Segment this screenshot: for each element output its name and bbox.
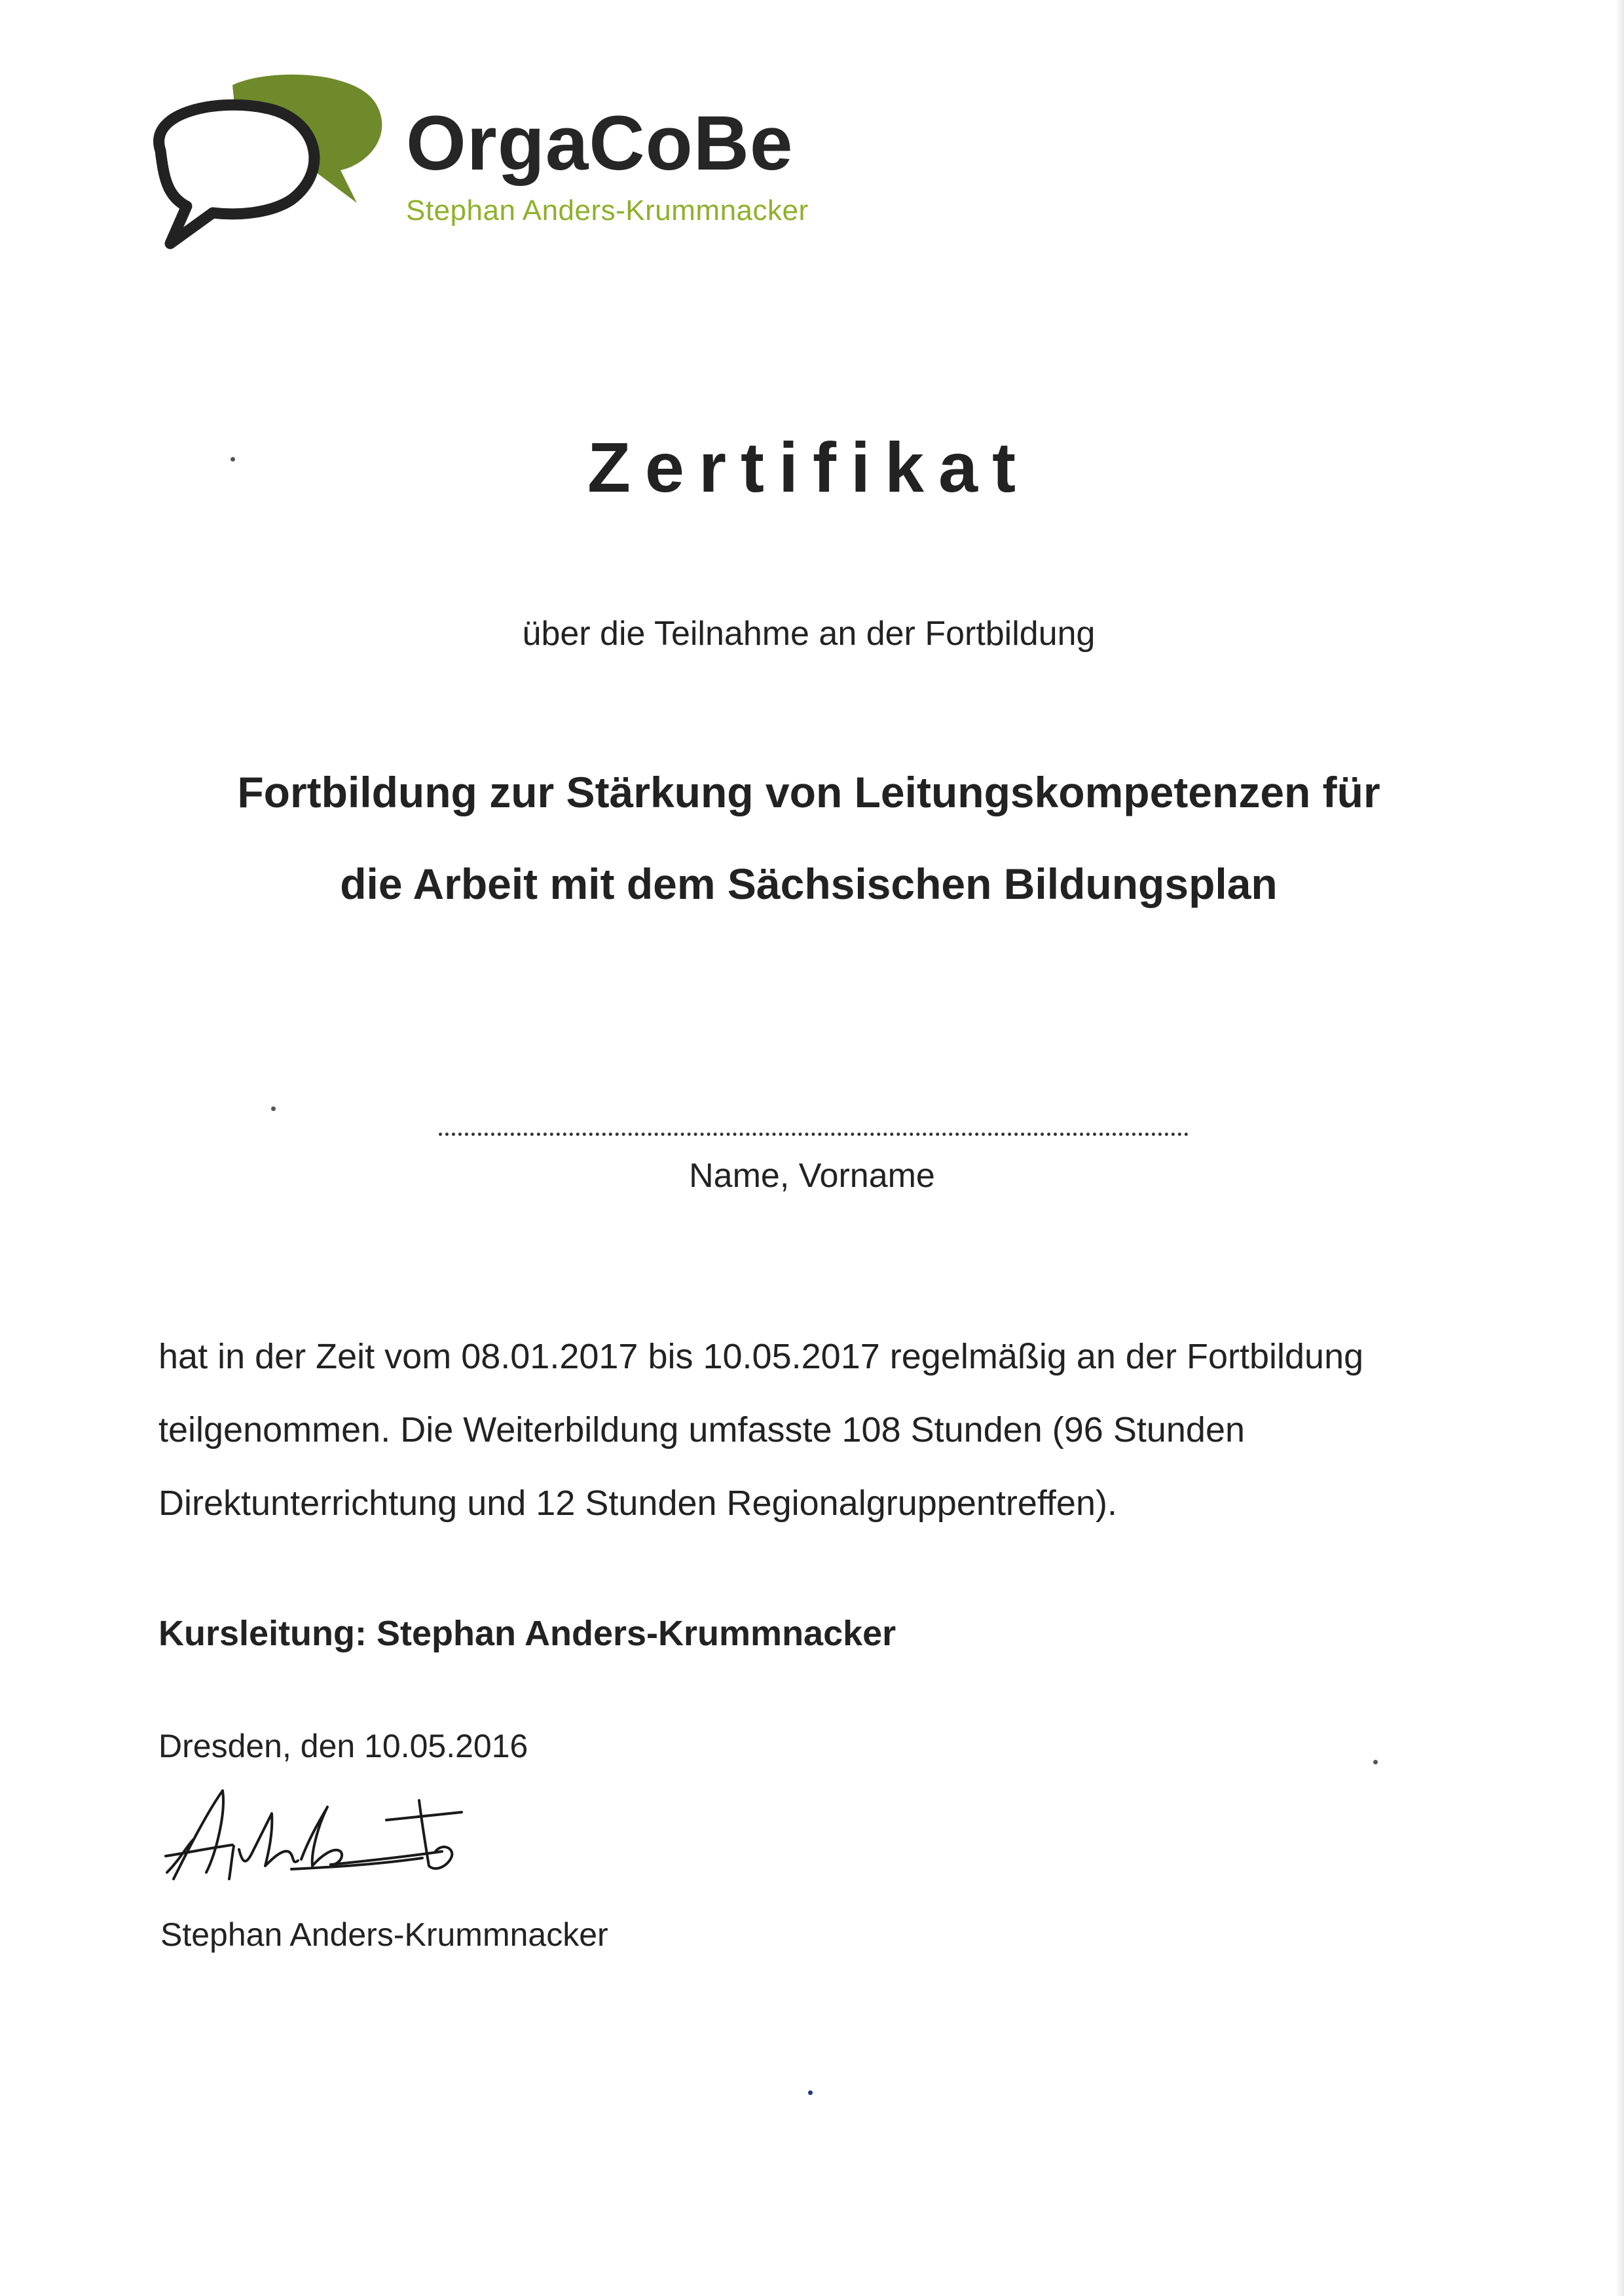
scan-page-edge — [1615, 0, 1624, 2296]
course-title-line: Fortbildung zur Stärkung von Leitungskompetenzen für — [237, 768, 1380, 816]
name-caption: Name, Vorname — [689, 1157, 935, 1195]
body-line: hat in der Zeit vom 08.01.2017 bis 10.05.2017 regelmäßig an der Fortbildung — [158, 1337, 1364, 1376]
logo-name: OrgaCoBe — [406, 100, 794, 187]
scan-speck — [231, 457, 235, 462]
place-date: Dresden, den 10.05.2016 — [158, 1728, 528, 1764]
handwritten-signature — [160, 1774, 475, 1899]
course-title — [118, 746, 1500, 930]
scan-speck — [1373, 1760, 1378, 1764]
course-title-line: die Arbeit mit dem Sächsischen Bildungsplan — [340, 860, 1278, 908]
certificate-subtitle: über die Teilnahme an der Fortbildung — [522, 615, 1096, 653]
body-paragraph — [158, 1320, 1475, 1540]
certificate-title: Zertifikat — [587, 428, 1031, 507]
scan-speck — [271, 1106, 276, 1111]
logo-subtitle: Stephan Anders-Krummnacker — [406, 194, 809, 227]
body-line: teilgenommen. Die Weiterbildung umfasste 108 Stunden (96 Stunden — [158, 1410, 1246, 1449]
name-dotted-line — [439, 1133, 1189, 1136]
speech-bubbles-icon — [141, 72, 386, 252]
body-line: Direktunterrichtung und 12 Stunden Regionalgruppentreffen). — [158, 1484, 1117, 1523]
signer-name: Stephan Anders-Krummnacker — [160, 1916, 608, 1953]
scan-speck — [808, 2090, 813, 2095]
course-lead: Kursleitung: Stephan Anders-Krummnacker — [158, 1614, 896, 1653]
